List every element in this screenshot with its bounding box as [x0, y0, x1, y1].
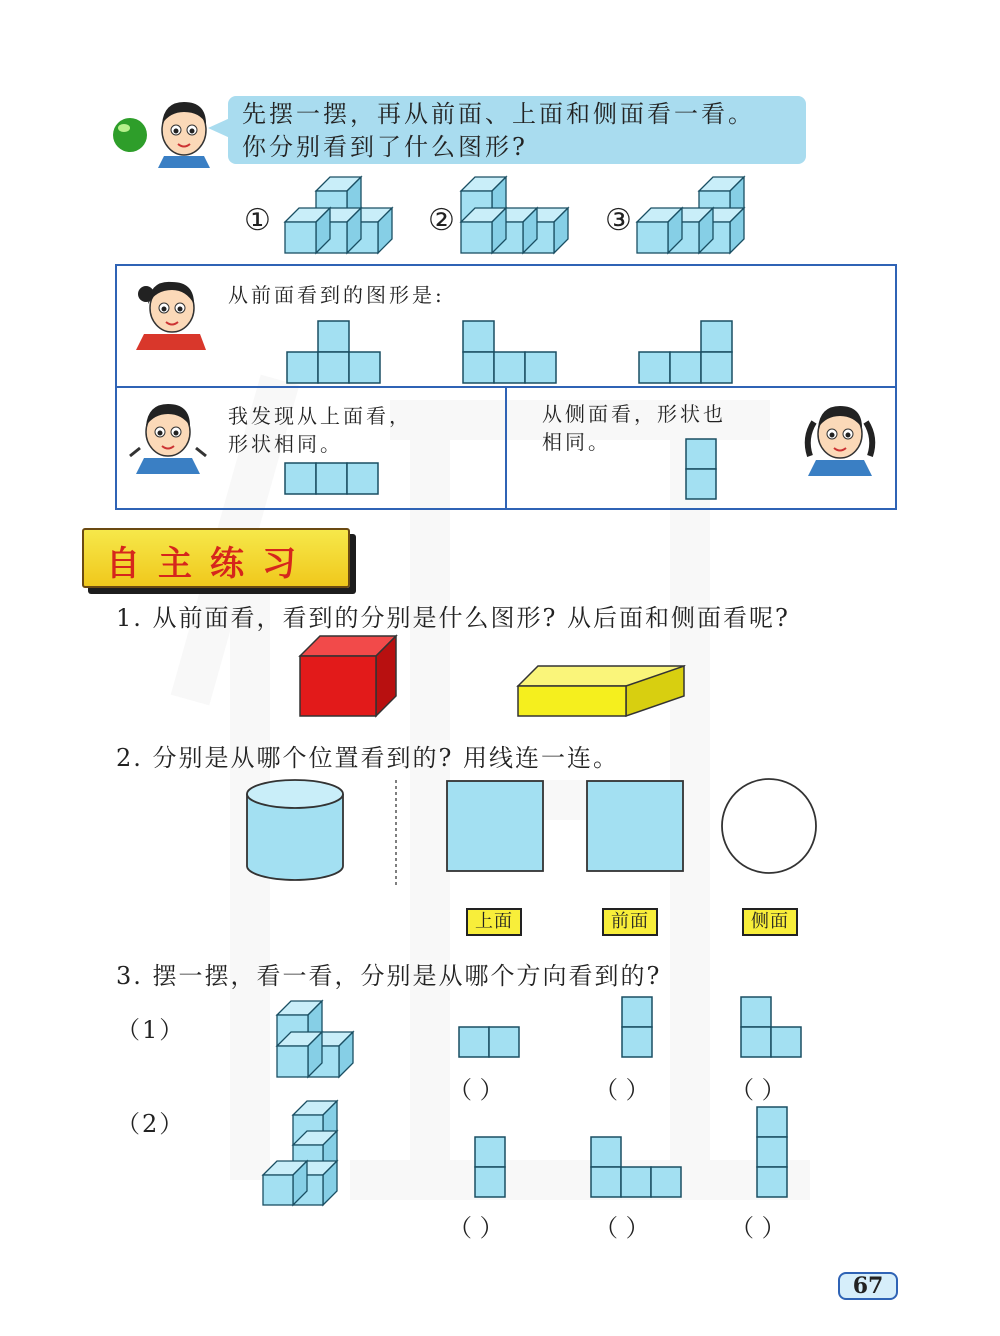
cube-figure-3: [636, 176, 756, 252]
part-1-label: （1）: [116, 1016, 186, 1044]
view-option-2-1: [474, 1136, 506, 1198]
view-option-2-3: [756, 1106, 788, 1198]
square-cell: [591, 1137, 621, 1167]
square-cell: [622, 1027, 652, 1057]
answer-blank-2-2[interactable]: （ ）: [594, 1214, 650, 1242]
intro-line-1: 先摆一摆，再从前面、上面和侧面看一看。: [242, 100, 755, 128]
red-cube-illustration: [300, 636, 396, 718]
view-square-1: [446, 780, 544, 872]
square-cell: [701, 352, 732, 383]
square-cell: [475, 1137, 505, 1167]
green-ball-icon: [110, 115, 150, 155]
square-cell: [686, 439, 716, 469]
square-cell: [591, 1167, 621, 1197]
question-3: 3. 摆一摆，看一看，分别是从哪个方向看到的?: [116, 962, 662, 990]
intro-speech-bubble: [228, 96, 806, 164]
square-cell: [741, 997, 771, 1027]
cube-front-face: [263, 1175, 293, 1205]
figure-number-2: ②: [428, 203, 455, 238]
answer-blank-1-1[interactable]: （ ）: [448, 1076, 504, 1104]
square-cell: [639, 352, 670, 383]
square-cell: [701, 321, 732, 352]
square-cell: [670, 352, 701, 383]
page-number: 67: [838, 1272, 898, 1300]
cube-front-face: [461, 222, 492, 253]
answer-blank-2-3[interactable]: （ ）: [730, 1214, 786, 1242]
intro-line-2: 你分别看到了什么图形?: [242, 133, 528, 161]
view-circle: [720, 778, 818, 874]
square-cell: [463, 352, 494, 383]
view-option-1-3: [740, 996, 804, 1058]
square-cell: [651, 1167, 681, 1197]
question-2: 2. 分别是从哪个位置看到的? 用线连一连。: [116, 744, 620, 772]
figure-number-3: ③: [605, 203, 632, 238]
square-cell: [757, 1137, 787, 1167]
section-title: 自主练习: [106, 544, 314, 584]
dotted-separator: [394, 780, 398, 886]
speech-bubble-tail: [208, 118, 230, 138]
square-cell: [525, 352, 556, 383]
square-cell: [347, 463, 378, 494]
girl-avatar-icon: [130, 274, 210, 352]
front-view-1: [286, 320, 382, 382]
side-view-text-2: 相同。: [542, 430, 611, 454]
top-view-text-2: 形状相同。: [228, 432, 343, 456]
square-cell: [621, 1167, 651, 1197]
top-view-shape: [284, 462, 380, 496]
boy-avatar-icon: [128, 398, 208, 476]
answer-blank-1-2[interactable]: （ ）: [594, 1076, 650, 1104]
square-cell: [459, 1027, 489, 1057]
cube-figure-1: [284, 176, 404, 252]
square-cell: [463, 321, 494, 352]
square-cell: [349, 352, 380, 383]
answer-blank-1-3[interactable]: （ ）: [730, 1076, 786, 1104]
girl-avatar-icon: [800, 398, 880, 476]
view-option-1-2: [621, 996, 653, 1058]
view-option-2-2: [590, 1136, 686, 1198]
front-view-title: 从前面看到的图形是:: [228, 283, 445, 307]
label-top: 上面: [466, 908, 522, 936]
square-cell: [686, 469, 716, 499]
view-square-2: [586, 780, 684, 872]
square-cell: [316, 463, 347, 494]
square-cell: [287, 352, 318, 383]
label-side: 侧面: [742, 908, 798, 936]
side-view-shape: [685, 438, 719, 500]
front-view-2: [462, 320, 558, 382]
square-cell: [771, 1027, 801, 1057]
side-view-text-1: 从侧面看，形状也: [542, 402, 726, 426]
square-cell: [318, 352, 349, 383]
front-view-3: [638, 320, 734, 382]
part-2-label: （2）: [116, 1110, 186, 1138]
cube-front-face: [637, 222, 668, 253]
square-cell: [475, 1167, 505, 1197]
cube-front-face: [285, 222, 316, 253]
cube-front-face: [277, 1046, 308, 1077]
question-1: 1. 从前面看，看到的分别是什么图形? 从后面和侧面看呢?: [116, 604, 790, 632]
section-banner: [82, 528, 350, 588]
cube-figure-part-1: [276, 1000, 360, 1076]
square-cell: [494, 352, 525, 383]
cube-figure-2: [460, 176, 580, 252]
top-view-text-1: 我发现从上面看，: [228, 404, 412, 428]
box-divider-vertical: [505, 388, 507, 510]
label-front: 前面: [602, 908, 658, 936]
square-cell: [318, 321, 349, 352]
figure-number-1: ①: [244, 203, 271, 238]
answer-blank-2-1[interactable]: （ ）: [448, 1214, 504, 1242]
square-cell: [757, 1107, 787, 1137]
square-cell: [757, 1167, 787, 1197]
square-cell: [489, 1027, 519, 1057]
square-cell: [285, 463, 316, 494]
square-cell: [741, 1027, 771, 1057]
view-option-1-1: [458, 1026, 522, 1058]
cylinder-illustration: [246, 778, 344, 882]
square-cell: [622, 997, 652, 1027]
yellow-box-illustration: [518, 666, 686, 718]
cube-figure-part-2: [262, 1100, 346, 1192]
